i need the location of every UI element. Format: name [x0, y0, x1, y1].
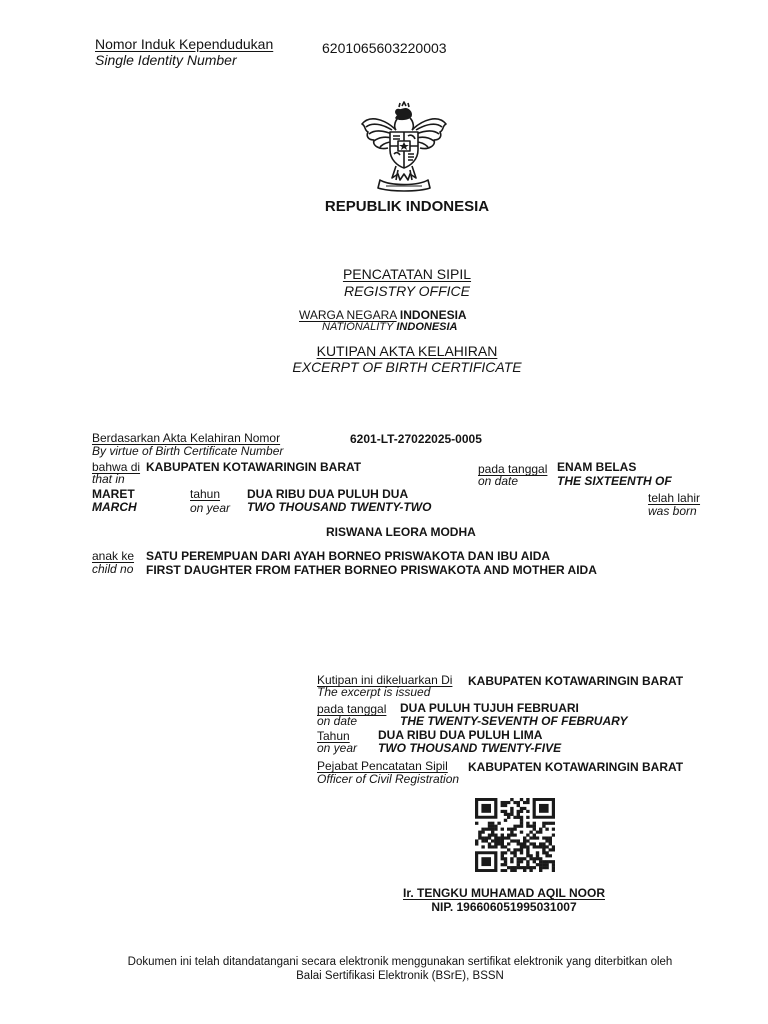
birth-year-label-en: on year	[190, 501, 231, 515]
office-title-en: REGISTRY OFFICE	[343, 283, 470, 299]
child-no-label-en: child no	[92, 562, 134, 576]
born-label-en: was born	[648, 504, 697, 518]
issue-year-value-id: DUA RIBU DUA PULUH LIMA	[378, 728, 543, 742]
issued-place-value: KABUPATEN KOTAWARINGIN BARAT	[468, 674, 684, 688]
issue-date-value-id: DUA PULUH TUJUH FEBRUARI	[400, 701, 579, 715]
birth-year-value-id: DUA RIBU DUA PULUH DUA	[247, 487, 409, 501]
issue-year-label-en: on year	[317, 741, 358, 755]
child-no-label-id: anak ke	[92, 549, 135, 563]
document-title-en: EXCERPT OF BIRTH CERTIFICATE	[292, 359, 522, 375]
birth-month-en: MARCH	[92, 500, 137, 514]
nationality-row-en	[322, 321, 458, 333]
issue-year-label-id: Tahun	[317, 729, 350, 743]
child-no-value-id: SATU PEREMPUAN DARI AYAH BORNEO PRISWAKOTA DAN IBU AIDA	[146, 549, 551, 563]
nik-label-id: Nomor Induk Kependudukan	[95, 36, 274, 52]
issue-date-value-en: THE TWENTY-SEVENTH OF FEBRUARY	[400, 714, 628, 728]
issue-year-value-en: TWO THOUSAND TWENTY-FIVE	[378, 741, 562, 755]
signatory-nip: NIP. 196606051995031007	[431, 900, 577, 914]
officer-label-en: Officer of Civil Registration	[317, 772, 460, 786]
birth-date-label-id: pada tanggal	[478, 462, 548, 476]
child-no-value-en: FIRST DAUGHTER FROM FATHER BORNEO PRISWAKOTA AND MOTHER AIDA	[146, 563, 597, 577]
issued-label-en: The excerpt is issued	[317, 685, 431, 699]
issue-date-label-en: on date	[317, 714, 358, 728]
issued-label-id: Kutipan ini dikeluarkan Di	[317, 673, 453, 687]
born-label-id: telah lahir	[648, 491, 701, 505]
nationality-row-id	[299, 308, 467, 322]
birth-year-label-id: tahun	[190, 487, 221, 501]
nik-label-en: Single Identity Number	[95, 52, 237, 68]
nationality-label-id: WARGA NEGARA	[299, 308, 397, 322]
birth-year-value-en: TWO THOUSAND TWENTY-TWO	[247, 500, 432, 514]
nationality-value-id: INDONESIA	[399, 308, 467, 322]
place-label-en: that in	[92, 472, 125, 486]
nationality-label-en: NATIONALITY	[322, 321, 394, 333]
child-name: RISWANA LEORA MODHA	[326, 525, 476, 539]
country-title: REPUBLIK INDONESIA	[324, 198, 490, 215]
officer-label-id: Pejabat Pencatatan Sipil	[317, 759, 448, 773]
officer-value: KABUPATEN KOTAWARINGIN BARAT	[468, 760, 684, 774]
nationality-value-en: INDONESIA	[396, 321, 458, 333]
basis-label-id: Berdasarkan Akta Kelahiran Nomor	[92, 431, 281, 445]
issue-date-label-id: pada tanggal	[317, 702, 387, 716]
document-title-id: KUTIPAN AKTA KELAHIRAN	[316, 343, 498, 359]
birth-date-value-en: THE SIXTEENTH OF	[557, 474, 672, 488]
qr-code-icon	[475, 798, 555, 872]
birth-month-id: MARET	[92, 487, 135, 501]
place-value: KABUPATEN KOTAWARINGIN BARAT	[146, 460, 362, 474]
footer-line-1: Dokumen ini telah ditandatangani secara elektronik menggunakan sertifikat elektronik yang diterbitkan oleh	[127, 956, 673, 968]
birth-date-value-id: ENAM BELAS	[557, 460, 637, 474]
garuda-emblem-icon	[356, 100, 452, 196]
place-label-id: bahwa di	[92, 460, 141, 474]
signatory-name: Ir. TENGKU MUHAMAD AQIL NOOR	[402, 886, 605, 900]
office-title-id: PENCATATAN SIPIL	[342, 266, 472, 282]
basis-label-en: By virtue of Birth Certificate Number	[92, 444, 284, 458]
footer-line-2: Balai Sertifikasi Elektronik (BSrE), BSSN	[296, 970, 504, 982]
basis-value: 6201-LT-27022025-0005	[350, 432, 482, 446]
nik-value: 6201065603220003	[322, 40, 447, 56]
birth-date-label-en: on date	[478, 474, 519, 488]
